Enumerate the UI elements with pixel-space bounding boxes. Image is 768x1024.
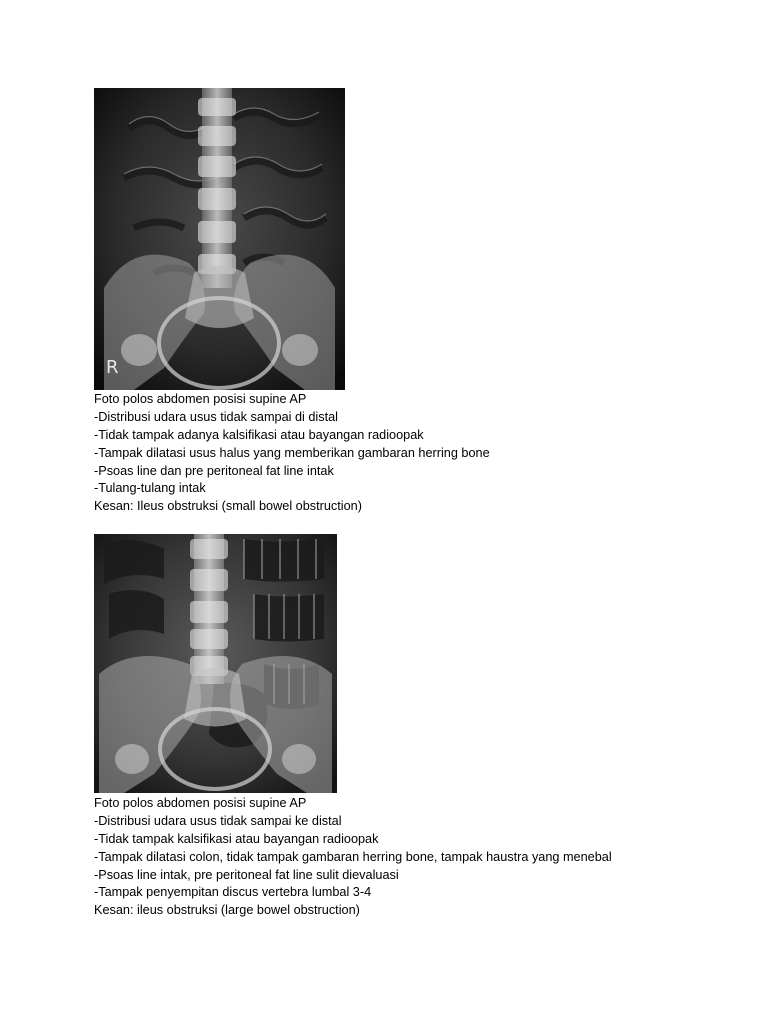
- caption-2-finding: -Distribusi udara usus tidak sampai ke distal: [94, 813, 342, 828]
- caption-2: [94, 795, 734, 920]
- caption-1-impression: Kesan: Ileus obstruksi (small bowel obstruction): [94, 499, 362, 514]
- xray-image-2: [94, 534, 337, 793]
- caption-2-finding: -Tampak dilatasi colon, tidak tampak gambaran herring bone, tampak haustra yang menebal: [94, 849, 612, 864]
- caption-1-title: Foto polos abdomen posisi supine AP: [94, 392, 307, 406]
- caption-2-title: Foto polos abdomen posisi supine AP: [94, 796, 307, 810]
- caption-2-finding: -Tidak tampak kalsifikasi atau bayangan radioopak: [94, 831, 379, 846]
- caption-1: [94, 391, 734, 516]
- caption-1-finding: -Tulang-tulang intak: [94, 481, 206, 496]
- caption-1-finding: -Distribusi udara usus tidak sampai di distal: [94, 409, 338, 424]
- caption-2-finding: -Tampak penyempitan discus vertebra lumbal 3-4: [94, 885, 372, 900]
- caption-2-finding: -Psoas line intak, pre peritoneal fat line sulit dievaluasi: [94, 867, 399, 882]
- caption-1-finding: -Psoas line dan pre peritoneal fat line intak: [94, 463, 334, 478]
- caption-2-impression: Kesan: ileus obstruksi (large bowel obstruction): [94, 903, 360, 918]
- xray-side-marker: R: [106, 357, 119, 378]
- xray-image-1: [94, 88, 345, 390]
- caption-1-finding: -Tampak dilatasi usus halus yang memberikan gambaran herring bone: [94, 445, 490, 460]
- xray-1-drawing: [94, 88, 345, 390]
- caption-1-finding: -Tidak tampak adanya kalsifikasi atau bayangan radioopak: [94, 427, 424, 442]
- xray-2-drawing: [94, 534, 337, 793]
